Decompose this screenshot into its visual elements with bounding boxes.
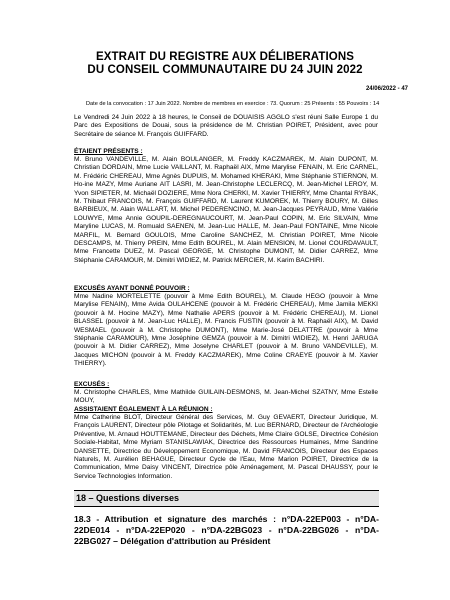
document-title-line1: EXTRAIT DU REGISTRE AUX DÉLIBERATIONS (96, 51, 354, 63)
deliberation-reference: 24/06/2022 - 47 (365, 86, 408, 92)
section-title: 18 – Questions diverses (76, 493, 180, 503)
attending-list: Mme Catherine BLOT, Directeur Général des Services, M. Guy GEVAERT, Directeur Juridique, M. François LAURENT, Directeur pôle Pilotage et Solidarités, M. Luc BERNARD, Directeur de l'Archéologie Préventive, M. Arnaud HOUTTEMANE, Directeur des Déchets, Mme Claire GOLSE, Directrice Cohésion Sociale-Habitat, Mme Myriam STANISLAWIAK, Directrice des Ressources Humaines, Mme Sandrine DANSETTE, Directrice du Développement Economique, M. David FRANCOIS, Directeur des Espaces Naturels, M. Aurélien BEHAGUE, Directeur Cycle de l'Eau, Mme Marion POIRET, Directrice de la Communication, Mme Daisy VINCENT, Directrice pôle Aménagement, M. Pascal DHAUSSY, pour le Service Technologies Information. (74, 414, 378, 480)
convocation-line: Date de la convocation : 17 Juin 2022. Nombre de membres en exercice : 73. Quorum : 25 Présents : 55 Pouvoirs : 14 (86, 101, 380, 107)
excused-heading: EXCUSÉS : (74, 381, 110, 388)
attending-heading: ASSISTAIENT ÉGALEMENT À LA RÉUNION : (74, 406, 213, 413)
proxies-list: Mme Nadine MORTELETTE (pouvoir à Mme Edith BOUREL), M. Claude HEGO (pouvoir à Mme Marylise FENAIN), Mme Avida OULAHCENE (pouvoir à M. Frédéric CHEREAU), Mme Jamila MEKKI (pouvoir à M. Hocine MAZY), Mme Nathalie APERS (pouvoir à M. Frédéric CHEREAU), M. Lionel BLASSEL (pouvoir à M. Jean-Luc HALLE), M. Francis FUSTIN (pouvoir à M. Raphaël AIX), M. David WESMAEL (pouvoir à M. Christophe DUMONT), Mme Marie-José DELATTRE (pouvoir à Mme Stéphanie CARAMOUR), Mme Joséphine GEMZA (pouvoir à M. Dimitri WIDIEZ), M. Henri JARUGA (pouvoir à M. Didier CARREZ), Mme Joselyne CHARLET (pouvoir à M. Bruno VANDEVILLE), M. Jacques MICHON (pouvoir à M. Freddy KACZMAREK), Mme Coline CRAEYE (pouvoir à M. Xavier THIERRY). (74, 293, 378, 368)
section-bar (74, 490, 379, 507)
intro-paragraph: Le Vendredi 24 Juin 2022 à 18 heures, le Conseil de DOUAISIS AGGLO s'est réuni Salle Europe 1 du Parc des Expositions de Douai, sous la présidence de M. Christian POIRET, Président, avec pour Secrétaire de séance M. François GUIFFARD. (74, 114, 378, 138)
document-title-line2: DU CONSEIL COMMUNAUTAIRE DU 24 JUIN 2022 (87, 64, 363, 76)
section-subtitle: 18.3 - Attribution et signature des marchés : n°DA-22EP003 - n°DA-22DE014 - n°DA-22EP020 - n°DA-22BG023 - n°DA-22BG026 - n°DA-22BG027 – Délégation d'attribution au Président (74, 514, 379, 546)
proxies-heading: EXCUSÉS AYANT DONNÉ POUVOIR : (74, 285, 190, 292)
present-heading: ÉTAIENT PRÉSENTS : (74, 148, 143, 155)
excused-list: M. Christophe CHARLES, Mme Mathilde GUILAIN-DESMONS, M. Jean-Michel SZATNY, Mme Estelle MOUY, (74, 389, 378, 405)
present-list: M. Bruno VANDEVILLE, M. Alain BOULANGER, M. Freddy KACZMAREK, M. Alain DUPONT, M. Christian DORDAIN, Mme Lucie VAILLANT, M. Raphaël AIX, Mme Marylise FENAIN, M. Eric CARNEL, M. Frédéric CHEREAU, Mme Agnès DUPUIS, M. Mohamed KHERAKI, Mme Stéphanie STIERNON, M. Ho-ine MAZY, Mme Auriane AIT LASRI, M. Jean-Christophe LECLERCQ, M. Jean-Michel LEROY, M. Yvon SIPIETER, M. Michaël DOZIERE, Mme Nora CHERKI, M. Xavier THIERRY, Mme Chantal RYBAK, M. Thibaut FRANCOIS, M. François GUIFFARD, M. Laurent KUMOREK, M. Thierry BOURY, M. Gilles BARBIEUX, M. Alain WALLART, M. Michel PEDERENCINO, M. Jean-Jacques PEYRAUD, Mme Valérie LOUWYE, Mme Annie GOUPIL-DEREGNAUCOURT, M. Jean-Paul COPIN, M. Eric SILVAIN, Mme Maryline LUCAS, M. Romuald SAENEN, M. Jean-Luc HALLE, M. Jean-Paul FONTAINE, Mme Nicole MARFIL, M. Bernard GOULOIS, Mme Caroline SANCHEZ, M. Christian POIRET, Mme Nicole DESCAMPS, M. Thierry PREIN, Mme Edith BOUREL, M. Alain MENSION, M. Lionel COURDAVAULT, Mme Francette DUEZ, M. Pascal GEORGE, M. Christophe DUMONT, M. Didier CARREZ, Mme Stéphanie CARAMOUR, M. Dimitri WIDIEZ, M. Patrick MERCIER, M. Karim BACHIRI. (74, 156, 378, 264)
